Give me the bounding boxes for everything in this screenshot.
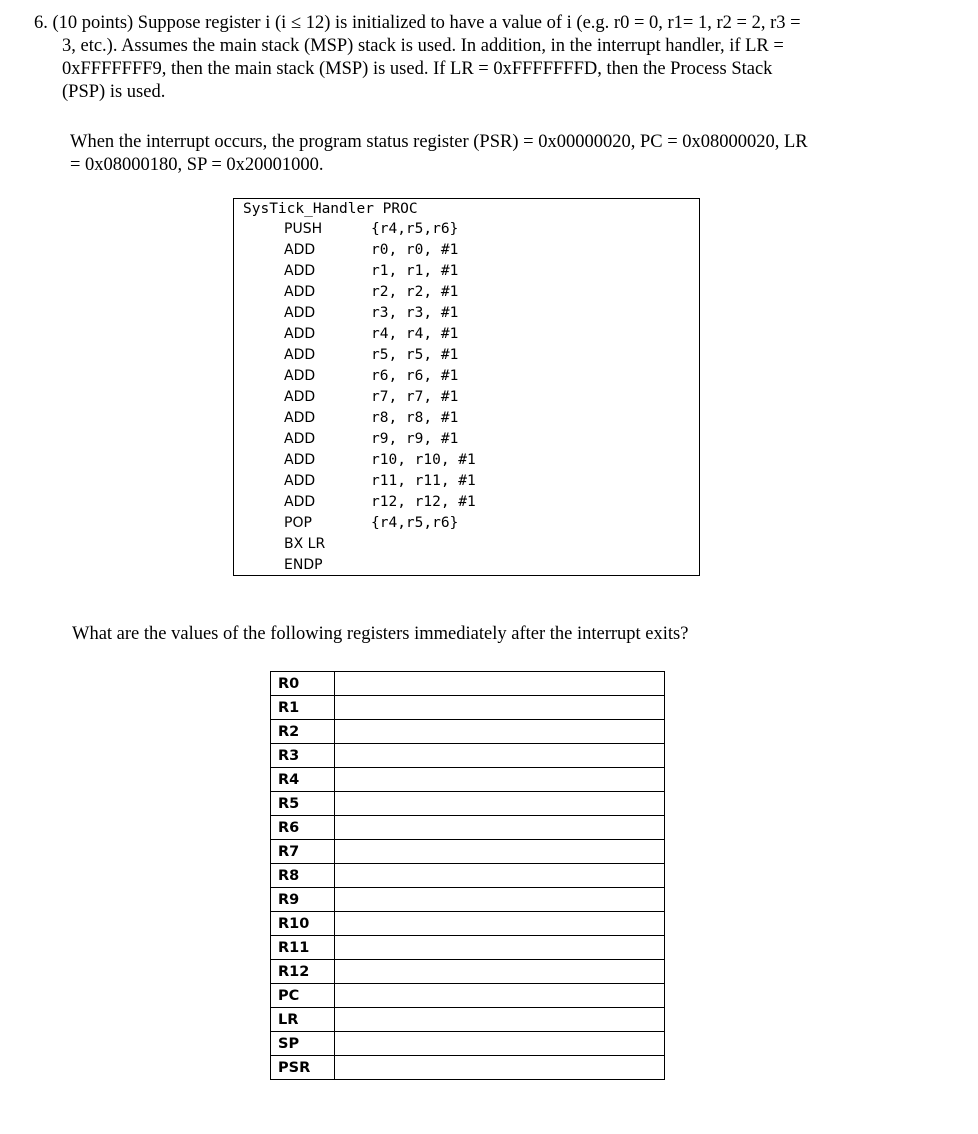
answer-prompt: What are the values of the following registers immediately after the interrupt exits? xyxy=(72,624,689,644)
code-line xyxy=(234,261,699,282)
code-line xyxy=(234,534,699,555)
register-name: R5 xyxy=(271,792,335,816)
context-line: = 0x08000180, SP = 0x20001000. xyxy=(70,155,324,175)
register-value-cell[interactable] xyxy=(335,1008,665,1032)
code-line xyxy=(234,450,699,471)
register-value-cell[interactable] xyxy=(335,984,665,1008)
register-row xyxy=(271,1008,665,1032)
register-row xyxy=(271,840,665,864)
question-text xyxy=(34,12,934,104)
code-mnemonic: ADD xyxy=(284,494,316,510)
code-line xyxy=(234,324,699,345)
register-answer-table xyxy=(270,671,665,1080)
register-row xyxy=(271,720,665,744)
code-mnemonic: POP xyxy=(284,515,312,531)
code-mnemonic: ADD xyxy=(284,389,316,405)
register-row xyxy=(271,888,665,912)
code-operands: r8, r8, #1 xyxy=(371,410,459,426)
code-mnemonic: ADD xyxy=(284,326,316,342)
register-name: R10 xyxy=(271,912,335,936)
register-value-cell[interactable] xyxy=(335,840,665,864)
register-value-cell[interactable] xyxy=(335,864,665,888)
register-name: R12 xyxy=(271,960,335,984)
register-row xyxy=(271,816,665,840)
code-mnemonic: ADD xyxy=(284,473,316,489)
code-mnemonic: PUSH xyxy=(284,221,323,237)
register-value-cell[interactable] xyxy=(335,768,665,792)
code-mnemonic: ENDP xyxy=(284,557,323,573)
code-operands: r3, r3, #1 xyxy=(371,305,459,321)
code-operands: r5, r5, #1 xyxy=(371,347,459,363)
code-operands: r10, r10, #1 xyxy=(371,452,476,468)
code-operands: r11, r11, #1 xyxy=(371,473,476,489)
code-operands: r12, r12, #1 xyxy=(371,494,476,510)
code-operands: r2, r2, #1 xyxy=(371,284,459,300)
register-name: R2 xyxy=(271,720,335,744)
register-value-cell[interactable] xyxy=(335,792,665,816)
register-value-cell[interactable] xyxy=(335,1056,665,1080)
register-row xyxy=(271,984,665,1008)
register-row xyxy=(271,696,665,720)
register-name: PC xyxy=(271,984,335,1008)
code-operands: r0, r0, #1 xyxy=(371,242,459,258)
register-row xyxy=(271,672,665,696)
register-row xyxy=(271,1032,665,1056)
register-name: R6 xyxy=(271,816,335,840)
register-name: R4 xyxy=(271,768,335,792)
register-value-cell[interactable] xyxy=(335,888,665,912)
code-line xyxy=(234,345,699,366)
code-operands: r6, r6, #1 xyxy=(371,368,459,384)
code-listing xyxy=(233,198,700,576)
interrupt-context xyxy=(70,131,940,177)
register-value-cell[interactable] xyxy=(335,912,665,936)
register-row xyxy=(271,864,665,888)
code-operands: r7, r7, #1 xyxy=(371,389,459,405)
register-value-cell[interactable] xyxy=(335,816,665,840)
register-value-cell[interactable] xyxy=(335,696,665,720)
code-mnemonic: ADD xyxy=(284,284,316,300)
register-row xyxy=(271,792,665,816)
register-name: R9 xyxy=(271,888,335,912)
register-value-cell[interactable] xyxy=(335,672,665,696)
question-first-line: 6. (10 points) Suppose register i (i ≤ 12) is initialized to have a value of i (e.g. r0 = 0, r1= 1, r2 = 2, r3 = xyxy=(34,13,801,33)
code-line xyxy=(234,471,699,492)
code-mnemonic: ADD xyxy=(284,242,316,258)
question-line: (PSP) is used. xyxy=(62,82,166,102)
code-line xyxy=(234,282,699,303)
code-line xyxy=(234,492,699,513)
code-mnemonic: ADD xyxy=(284,347,316,363)
code-operands: r1, r1, #1 xyxy=(371,263,459,279)
code-operands: {r4,r5,r6} xyxy=(371,221,459,237)
code-operands: r4, r4, #1 xyxy=(371,326,459,342)
register-name: LR xyxy=(271,1008,335,1032)
register-name: R1 xyxy=(271,696,335,720)
question-line: 0xFFFFFFF9, then the main stack (MSP) is used. If LR = 0xFFFFFFFD, then the Process Stack xyxy=(62,59,773,79)
code-mnemonic: ADD xyxy=(284,368,316,384)
code-mnemonic: ADD xyxy=(284,431,316,447)
code-line xyxy=(234,240,699,261)
code-title: SysTick_Handler PROC xyxy=(243,201,418,217)
register-value-cell[interactable] xyxy=(335,1032,665,1056)
question-line: 3, etc.). Assumes the main stack (MSP) stack is used. In addition, in the interrupt handler, if LR = xyxy=(62,36,784,56)
register-value-cell[interactable] xyxy=(335,960,665,984)
code-mnemonic: ADD xyxy=(284,452,316,468)
code-operands: {r4,r5,r6} xyxy=(371,515,459,531)
code-line xyxy=(234,429,699,450)
register-value-cell[interactable] xyxy=(335,720,665,744)
code-line xyxy=(234,387,699,408)
register-row xyxy=(271,936,665,960)
register-row xyxy=(271,1056,665,1080)
register-row xyxy=(271,744,665,768)
register-name: R11 xyxy=(271,936,335,960)
register-name: R8 xyxy=(271,864,335,888)
register-row xyxy=(271,912,665,936)
code-mnemonic: ADD xyxy=(284,305,316,321)
register-name: R0 xyxy=(271,672,335,696)
code-line xyxy=(234,366,699,387)
register-name: R7 xyxy=(271,840,335,864)
code-mnemonic: BX LR xyxy=(284,536,326,552)
register-name: R3 xyxy=(271,744,335,768)
register-row xyxy=(271,960,665,984)
register-row xyxy=(271,768,665,792)
code-line xyxy=(234,219,699,240)
code-line xyxy=(234,555,699,576)
code-line xyxy=(234,513,699,534)
register-name: PSR xyxy=(271,1056,335,1080)
register-value-cell[interactable] xyxy=(335,936,665,960)
code-mnemonic: ADD xyxy=(284,263,316,279)
code-mnemonic: ADD xyxy=(284,410,316,426)
code-operands: r9, r9, #1 xyxy=(371,431,459,447)
register-value-cell[interactable] xyxy=(335,744,665,768)
code-line xyxy=(234,408,699,429)
code-line xyxy=(234,303,699,324)
register-name: SP xyxy=(271,1032,335,1056)
context-line: When the interrupt occurs, the program status register (PSR) = 0x00000020, PC = 0x08000020, LR xyxy=(70,132,808,152)
